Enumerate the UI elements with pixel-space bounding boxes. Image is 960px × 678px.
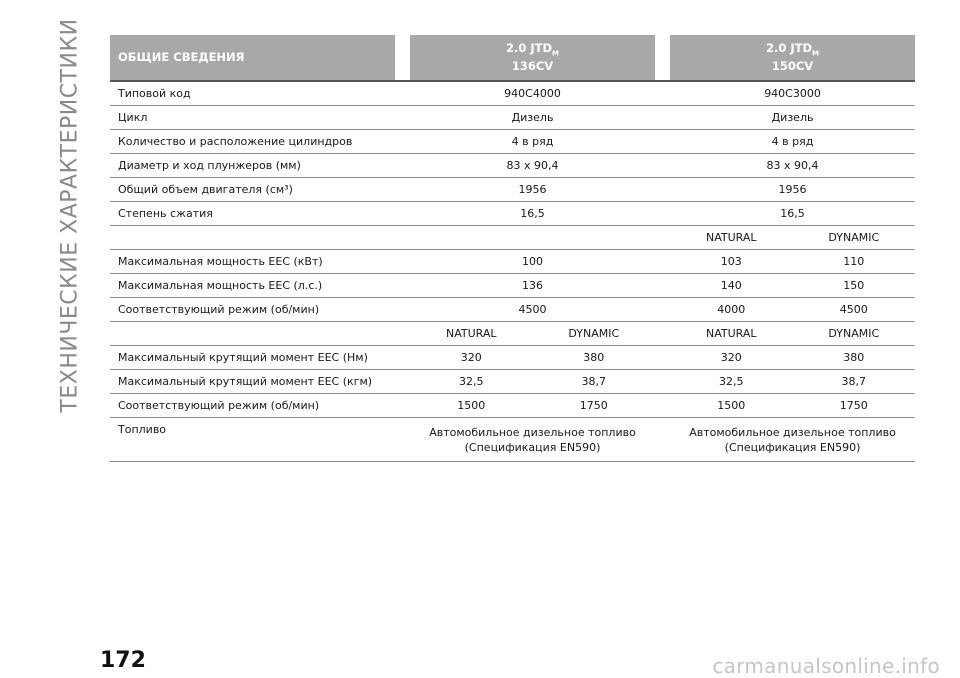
mode-dynamic-label: DYNAMIC xyxy=(828,231,880,244)
header-gap xyxy=(655,35,670,81)
engine2-dynamic-value: 38,7 xyxy=(841,375,867,388)
row-label: Диаметр и ход плунжеров (мм) xyxy=(118,159,301,172)
table-row xyxy=(110,418,915,462)
side-section-title xyxy=(52,17,88,413)
engine1-dynamic-value: 38,7 xyxy=(581,375,606,388)
engine2-natural-value: 140 xyxy=(720,279,742,292)
row-label: Типовой код xyxy=(118,87,191,100)
engine2-fuel-line2: (Спецификация EN590) xyxy=(724,440,861,454)
row-label: Максимальный крутящий момент EEC (кгм) xyxy=(118,375,373,388)
engine1-value: Дизель xyxy=(511,111,554,124)
engine2-natural-value: 1500 xyxy=(717,399,746,412)
engine1-natural-value: 32,5 xyxy=(459,375,484,388)
mode-natural-label: NATURAL xyxy=(706,327,757,340)
mode-dynamic-label: DYNAMIC xyxy=(828,327,880,340)
engine2-value: 83 x 90,4 xyxy=(766,159,819,172)
engine2-natural-value: 32,5 xyxy=(719,375,744,388)
engine1-sub: M xyxy=(552,49,560,58)
table-row xyxy=(110,250,915,274)
engine2-value: Дизель xyxy=(771,111,814,124)
table-row xyxy=(110,130,915,154)
table-row xyxy=(110,202,915,226)
engine2-dynamic-value: 380 xyxy=(843,351,865,364)
engine1-header xyxy=(410,35,655,81)
engine2-name: 2.0 JTD xyxy=(766,40,813,55)
engine1-value: 100 xyxy=(522,255,543,268)
row-label: Максимальная мощность EEC (кВт) xyxy=(118,255,323,268)
page-number: 172 xyxy=(100,648,146,673)
table-row xyxy=(110,298,915,322)
engine2-power: 150CV xyxy=(771,59,814,74)
engine2-dynamic-value: 1750 xyxy=(839,399,868,412)
row-label: Соответствующий режим (об/мин) xyxy=(118,399,320,412)
engine2-natural-value: 103 xyxy=(720,255,742,268)
table-row xyxy=(110,178,915,202)
engine2-dynamic-value: 4500 xyxy=(839,303,868,316)
mode-natural-label: NATURAL xyxy=(445,327,497,340)
engine2-fuel-line1: Автомобильное дизельное топливо xyxy=(689,425,896,439)
row-label: Общий объем двигателя (см³) xyxy=(118,183,293,196)
row-label: Максимальный крутящий момент EEC (Нм) xyxy=(118,351,368,364)
engine1-fuel-line2: (Спецификация EN590) xyxy=(464,440,601,454)
engine2-value: 16,5 xyxy=(780,207,805,220)
engine2-natural-value: 4000 xyxy=(717,303,746,316)
table-header-row xyxy=(110,35,915,81)
engine2-fuel-value xyxy=(670,418,915,462)
row-label: Топливо xyxy=(118,423,167,436)
row-label: Максимальная мощность EEC (л.с.) xyxy=(118,279,323,292)
mode-natural-label: NATURAL xyxy=(706,231,757,244)
engine1-dynamic-value: 380 xyxy=(583,351,605,364)
specs-table xyxy=(110,35,915,462)
engine1-value: 4 в ряд xyxy=(511,135,554,148)
table-row xyxy=(110,106,915,130)
engine2-value: 1956 xyxy=(778,183,807,196)
engine2-value: 4 в ряд xyxy=(771,135,814,148)
engine1-value: 940C4000 xyxy=(504,87,561,100)
table-row xyxy=(110,394,915,418)
engine1-value: 83 x 90,4 xyxy=(506,159,559,172)
engine1-fuel-line1: Автомобильное дизельное топливо xyxy=(429,425,636,439)
side-section-title-text: ТЕХНИЧЕСКИЕ ХАРАКТЕРИСТИКИ xyxy=(57,17,83,413)
section-header: ОБЩИЕ СВЕДЕНИЯ xyxy=(110,35,395,81)
engine1-natural-value: 1500 xyxy=(457,399,486,412)
table-row xyxy=(110,274,915,298)
engine2-sub: M xyxy=(812,49,820,58)
engine1-value: 1956 xyxy=(518,183,547,196)
engine1-value: 16,5 xyxy=(520,207,545,220)
engine2-dynamic-value: 150 xyxy=(843,279,865,292)
header-gap xyxy=(395,35,410,81)
table-row xyxy=(110,370,915,394)
table-row xyxy=(110,346,915,370)
row-label: Степень сжатия xyxy=(118,207,213,220)
engine1-value: 136 xyxy=(522,279,543,292)
table-row xyxy=(110,81,915,106)
engine2-value: 940C3000 xyxy=(764,87,821,100)
engine2-natural-value: 320 xyxy=(720,351,742,364)
mode-dynamic-label: DYNAMIC xyxy=(568,327,620,340)
engine1-name: 2.0 JTD xyxy=(506,40,553,55)
table-row xyxy=(110,154,915,178)
engine1-natural-value: 320 xyxy=(460,351,482,364)
row-label: Соответствующий режим (об/мин) xyxy=(118,303,320,316)
row-label: Цикл xyxy=(118,111,148,124)
watermark: carmanualsonline.info xyxy=(712,654,940,678)
engine1-dynamic-value: 1750 xyxy=(579,399,608,412)
table-row xyxy=(110,322,915,346)
engine2-header xyxy=(670,35,915,81)
engine1-value: 4500 xyxy=(518,303,547,316)
table-row xyxy=(110,226,915,250)
engine2-dynamic-value: 110 xyxy=(843,255,865,268)
row-label: Количество и расположение цилиндров xyxy=(118,135,353,148)
engine1-power: 136CV xyxy=(511,59,554,74)
engine1-fuel-value xyxy=(410,418,655,462)
